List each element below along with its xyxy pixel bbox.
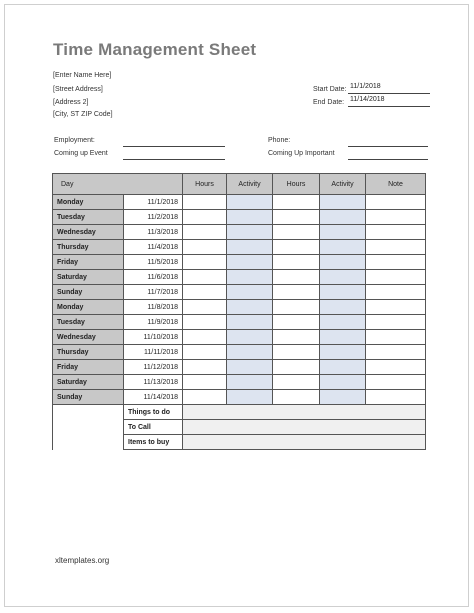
hours-cell-1[interactable] [183, 375, 227, 390]
coming-up-event-field[interactable] [123, 149, 225, 160]
header-activity-1: Activity [227, 174, 273, 195]
activity-cell-1[interactable] [227, 360, 273, 375]
activity-cell-1[interactable] [227, 390, 273, 405]
phone-label: Phone: [268, 137, 291, 144]
activity-cell-2[interactable] [320, 195, 366, 210]
activity-cell-1[interactable] [227, 210, 273, 225]
date-cell: 11/8/2018 [124, 300, 183, 315]
day-cell: Thursday [53, 240, 124, 255]
table-row [53, 240, 426, 255]
activity-cell-2[interactable] [320, 345, 366, 360]
note-cell[interactable] [366, 270, 426, 285]
hours-cell-1[interactable] [183, 270, 227, 285]
end-date-field[interactable]: 11/14/2018 [348, 96, 430, 107]
note-cell[interactable] [366, 330, 426, 345]
address-line-street[interactable]: [Street Address] [53, 86, 103, 93]
hours-cell-1[interactable] [183, 345, 227, 360]
extra-gap [53, 435, 124, 450]
employment-label: Employment: [54, 137, 95, 144]
date-cell: 11/5/2018 [124, 255, 183, 270]
note-cell[interactable] [366, 345, 426, 360]
hours-cell-1[interactable] [183, 240, 227, 255]
date-cell: 11/11/2018 [124, 345, 183, 360]
extra-row [53, 435, 426, 450]
hours-cell-2[interactable] [273, 210, 320, 225]
hours-cell-2[interactable] [273, 315, 320, 330]
activity-cell-1[interactable] [227, 240, 273, 255]
hours-cell-2[interactable] [273, 375, 320, 390]
note-cell[interactable] [366, 195, 426, 210]
day-cell: Monday [53, 195, 124, 210]
header-activity-2: Activity [320, 174, 366, 195]
day-cell: Wednesday [53, 225, 124, 240]
date-cell: 11/13/2018 [124, 375, 183, 390]
extra-label: Things to do [124, 405, 183, 420]
extra-label: Items to buy [124, 435, 183, 450]
day-cell: Tuesday [53, 210, 124, 225]
table-row [53, 225, 426, 240]
table-row [53, 345, 426, 360]
activity-cell-2[interactable] [320, 285, 366, 300]
day-cell: Monday [53, 300, 124, 315]
hours-cell-2[interactable] [273, 195, 320, 210]
extra-row [53, 405, 426, 420]
hours-cell-2[interactable] [273, 240, 320, 255]
table-row [53, 270, 426, 285]
table-row [53, 255, 426, 270]
start-date-field[interactable]: 11/1/2018 [348, 83, 430, 94]
date-cell: 11/10/2018 [124, 330, 183, 345]
date-cell: 11/6/2018 [124, 270, 183, 285]
activity-cell-2[interactable] [320, 375, 366, 390]
hours-cell-1[interactable] [183, 360, 227, 375]
hours-cell-1[interactable] [183, 315, 227, 330]
activity-cell-1[interactable] [227, 330, 273, 345]
activity-cell-1[interactable] [227, 225, 273, 240]
hours-cell-1[interactable] [183, 195, 227, 210]
day-cell: Sunday [53, 390, 124, 405]
activity-cell-1[interactable] [227, 300, 273, 315]
hours-cell-1[interactable] [183, 255, 227, 270]
date-cell: 11/12/2018 [124, 360, 183, 375]
activity-cell-2[interactable] [320, 225, 366, 240]
table-row [53, 390, 426, 405]
extra-gap [53, 405, 124, 420]
table-row [53, 210, 426, 225]
coming-up-important-field[interactable] [348, 149, 428, 160]
hours-cell-2[interactable] [273, 390, 320, 405]
hours-cell-2[interactable] [273, 330, 320, 345]
activity-cell-2[interactable] [320, 300, 366, 315]
employment-field[interactable] [123, 136, 225, 147]
note-cell[interactable] [366, 240, 426, 255]
address-line-2[interactable]: [Address 2] [53, 99, 89, 106]
note-cell[interactable] [366, 315, 426, 330]
table-row [53, 300, 426, 315]
hours-cell-2[interactable] [273, 300, 320, 315]
date-cell: 11/4/2018 [124, 240, 183, 255]
address-line-name[interactable]: [Enter Name Here] [53, 72, 112, 79]
header-day: Day [53, 174, 183, 195]
activity-cell-2[interactable] [320, 330, 366, 345]
table-row [53, 375, 426, 390]
day-cell: Tuesday [53, 315, 124, 330]
activity-cell-2[interactable] [320, 360, 366, 375]
hours-cell-1[interactable] [183, 285, 227, 300]
activity-cell-1[interactable] [227, 345, 273, 360]
activity-cell-1[interactable] [227, 315, 273, 330]
table-row [53, 315, 426, 330]
time-table [52, 173, 426, 450]
note-cell[interactable] [366, 225, 426, 240]
end-date-label: End Date: [313, 99, 345, 106]
activity-cell-2[interactable] [320, 270, 366, 285]
day-cell: Friday [53, 360, 124, 375]
extra-field[interactable] [183, 420, 426, 435]
note-cell[interactable] [366, 390, 426, 405]
start-date-label: Start Date: [313, 86, 347, 93]
phone-field[interactable] [348, 136, 428, 147]
activity-cell-1[interactable] [227, 195, 273, 210]
day-cell: Saturday [53, 375, 124, 390]
activity-cell-2[interactable] [320, 390, 366, 405]
footer-source: xltemplates.org [55, 556, 110, 565]
date-cell: 11/3/2018 [124, 225, 183, 240]
extra-field[interactable] [183, 435, 426, 450]
note-cell[interactable] [366, 285, 426, 300]
note-cell[interactable] [366, 255, 426, 270]
note-cell[interactable] [366, 210, 426, 225]
day-cell: Thursday [53, 345, 124, 360]
date-cell: 11/1/2018 [124, 195, 183, 210]
hours-cell-1[interactable] [183, 300, 227, 315]
date-cell: 11/9/2018 [124, 315, 183, 330]
hours-cell-2[interactable] [273, 225, 320, 240]
extra-row [53, 420, 426, 435]
activity-cell-2[interactable] [320, 315, 366, 330]
activity-cell-1[interactable] [227, 375, 273, 390]
table-row [53, 195, 426, 210]
table-row [53, 330, 426, 345]
day-cell: Wednesday [53, 330, 124, 345]
activity-cell-2[interactable] [320, 240, 366, 255]
hours-cell-1[interactable] [183, 390, 227, 405]
hours-cell-2[interactable] [273, 285, 320, 300]
header-note: Note [366, 174, 426, 195]
activity-cell-2[interactable] [320, 255, 366, 270]
hours-cell-1[interactable] [183, 330, 227, 345]
hours-cell-2[interactable] [273, 345, 320, 360]
coming-up-event-label: Coming up Event [54, 150, 108, 157]
date-cell: 11/2/2018 [124, 210, 183, 225]
page-title: Time Management Sheet [53, 40, 257, 59]
note-cell[interactable] [366, 300, 426, 315]
table-row [53, 360, 426, 375]
extra-gap [53, 420, 124, 435]
extra-label: To Call [124, 420, 183, 435]
day-cell: Sunday [53, 285, 124, 300]
table-row [53, 285, 426, 300]
header-hours-2: Hours [273, 174, 320, 195]
note-cell[interactable] [366, 360, 426, 375]
hours-cell-2[interactable] [273, 270, 320, 285]
table-header-row [53, 174, 426, 195]
activity-cell-1[interactable] [227, 270, 273, 285]
activity-cell-1[interactable] [227, 285, 273, 300]
hours-cell-2[interactable] [273, 360, 320, 375]
coming-up-important-label: Coming Up Important [268, 150, 335, 157]
date-cell: 11/14/2018 [124, 390, 183, 405]
activity-cell-1[interactable] [227, 255, 273, 270]
header-hours-1: Hours [183, 174, 227, 195]
day-cell: Saturday [53, 270, 124, 285]
date-cell: 11/7/2018 [124, 285, 183, 300]
address-line-city[interactable]: [City, ST ZIP Code] [53, 111, 113, 118]
hours-cell-1[interactable] [183, 225, 227, 240]
extra-field[interactable] [183, 405, 426, 420]
hours-cell-1[interactable] [183, 210, 227, 225]
note-cell[interactable] [366, 375, 426, 390]
day-cell: Friday [53, 255, 124, 270]
hours-cell-2[interactable] [273, 255, 320, 270]
activity-cell-2[interactable] [320, 210, 366, 225]
